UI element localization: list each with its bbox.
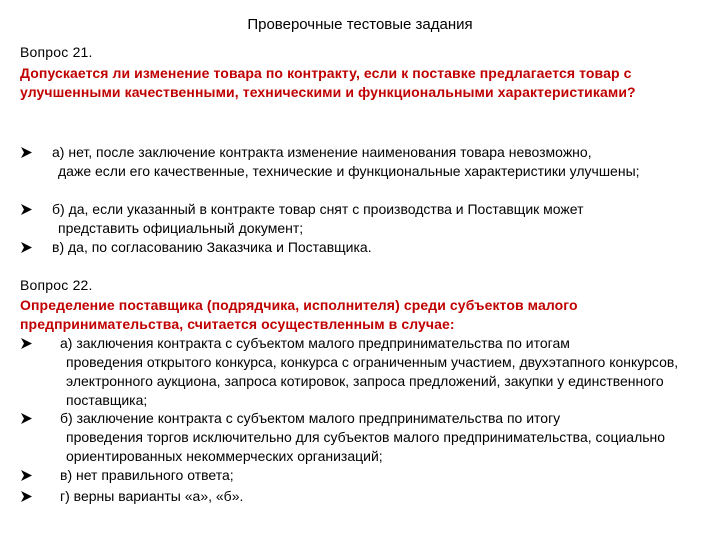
option-text: б) заключение контракта с субъектом малого предпринимательства по итогу <box>60 410 561 426</box>
arrow-bullet-icon <box>20 466 34 485</box>
arrow-bullet-icon <box>20 487 34 506</box>
option-text: а) заключения контракта с субъектом малого предпринимательства по итогам <box>60 335 570 351</box>
arrow-bullet-icon <box>20 409 34 428</box>
q22-option-b <box>20 409 700 466</box>
q21-option-b <box>20 200 700 238</box>
option-text: г) верны варианты «а», «б». <box>60 488 244 504</box>
arrow-bullet-icon <box>20 238 34 257</box>
option-text: а) нет, после заключение контракта изменение наименования товара невозможно, <box>52 144 592 160</box>
question-21-label: Вопрос 21. <box>20 44 93 60</box>
option-text: в) нет правильного ответа; <box>60 467 234 483</box>
question-22-label: Вопрос 22. <box>20 277 93 293</box>
arrow-bullet-icon <box>20 334 34 353</box>
option-text-continued: даже если его качественные, технические и функциональные характеристики улучшены; <box>58 163 640 179</box>
q21-option-a <box>20 143 700 181</box>
arrow-bullet-icon <box>20 200 34 219</box>
option-text-continued: проведения открытого конкурса, конкурса с ограниченным участием, двухэтапного конкурсов, электронного аукциона, запроса котировок, запроса предложений, закупки у единственного поставщика; <box>66 354 679 408</box>
q22-option-c <box>20 466 700 485</box>
q22-option-d <box>20 487 700 506</box>
arrow-bullet-icon <box>20 143 34 162</box>
q21-option-c <box>20 238 700 257</box>
option-text-continued: проведения торгов исключительно для субъектов малого предпринимательства, социально ориентированных некоммерческих организаций; <box>66 429 666 464</box>
question-22-text: Определение поставщика (подрядчика, исполнителя) среди субъектов малого предпринимательства, считается осуществленным в случае: <box>20 297 578 332</box>
option-text: в) да, по согласованию Заказчика и Поставщика. <box>52 239 372 255</box>
slide-title: Проверочные тестовые задания <box>247 16 473 33</box>
q22-option-a <box>20 334 700 410</box>
option-text: б) да, если указанный в контракте товар снят с производства и Поставщик может <box>52 201 584 217</box>
question-21-text: Допускается ли изменение товара по контракту, если к поставке предлагается товар с улучшенными качественными, техническими и функциональными характеристиками? <box>20 65 636 100</box>
option-text-continued: представить официальный документ; <box>58 220 304 236</box>
